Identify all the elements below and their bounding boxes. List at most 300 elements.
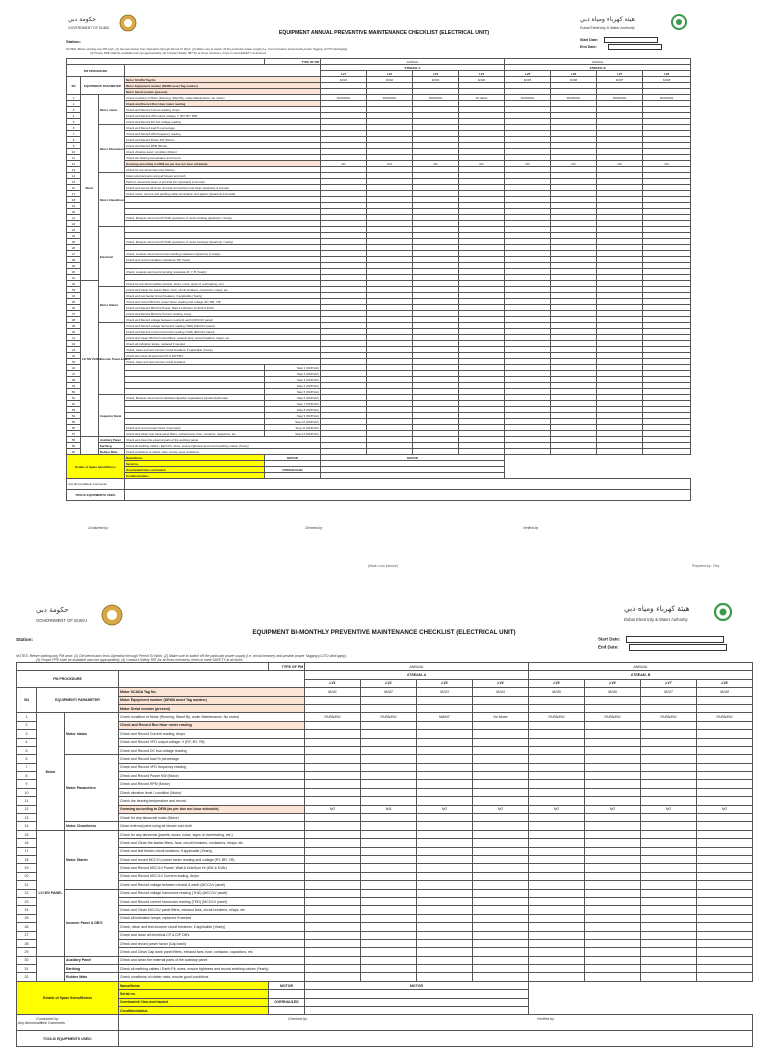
entry-cell[interactable] <box>585 847 641 855</box>
entry-cell[interactable] <box>585 763 641 771</box>
entry-cell[interactable] <box>529 881 585 889</box>
grease-value-cell[interactable]: N/A <box>361 805 417 813</box>
entry-cell[interactable] <box>529 696 585 704</box>
entry-cell[interactable] <box>641 704 697 712</box>
entry-cell[interactable] <box>529 872 585 880</box>
entry-cell[interactable] <box>585 956 641 964</box>
overhauled-value[interactable]: OVERHAULED <box>269 998 305 1006</box>
grease-value-cell[interactable]: NO <box>585 805 641 813</box>
entry-cell[interactable] <box>529 889 585 897</box>
status-value-cell[interactable]: RUNNING <box>413 95 459 101</box>
entry-cell[interactable] <box>641 814 697 822</box>
entry-cell[interactable] <box>585 914 641 922</box>
spare-name-value-1[interactable]: MOTOR <box>269 981 305 989</box>
entry-cell[interactable] <box>585 788 641 796</box>
entry-cell[interactable] <box>305 797 361 805</box>
entry-cell[interactable] <box>585 755 641 763</box>
status-value-cell[interactable]: No Motor <box>459 95 505 101</box>
entry-cell[interactable] <box>417 923 473 931</box>
entry-cell[interactable] <box>529 772 585 780</box>
grease-value-cell[interactable]: N/A <box>367 161 413 167</box>
entry-cell[interactable] <box>417 780 473 788</box>
entry-cell[interactable] <box>473 772 529 780</box>
entry-cell[interactable] <box>697 864 753 872</box>
entry-cell[interactable] <box>417 939 473 947</box>
spare-name-value-2[interactable]: MOTOR <box>305 981 529 989</box>
entry-cell[interactable] <box>529 864 585 872</box>
entry-cell[interactable] <box>473 906 529 914</box>
entry-cell[interactable] <box>697 956 753 964</box>
entry-cell[interactable] <box>305 881 361 889</box>
entry-cell[interactable] <box>697 704 753 712</box>
entry-cell[interactable] <box>305 990 529 998</box>
entry-cell[interactable] <box>473 956 529 964</box>
entry-cell[interactable] <box>585 864 641 872</box>
entry-cell[interactable] <box>305 897 361 905</box>
entry-cell[interactable] <box>473 855 529 863</box>
start-date-field[interactable]: Start Date: <box>598 636 724 643</box>
grease-value-cell[interactable]: NO <box>413 161 459 167</box>
entry-cell[interactable] <box>305 738 361 746</box>
entry-cell[interactable] <box>361 881 417 889</box>
entry-cell[interactable] <box>417 847 473 855</box>
entry-cell[interactable] <box>305 763 361 771</box>
status-value-cell[interactable]: RUNNING <box>529 713 585 721</box>
end-date-input[interactable] <box>629 644 727 651</box>
entry-cell[interactable] <box>361 797 417 805</box>
entry-cell[interactable] <box>641 906 697 914</box>
entry-cell[interactable] <box>697 814 753 822</box>
grease-value-cell[interactable]: NO <box>505 161 551 167</box>
entry-cell[interactable] <box>361 704 417 712</box>
comments-field[interactable] <box>125 479 691 490</box>
entry-cell[interactable] <box>697 931 753 939</box>
entry-cell[interactable] <box>361 956 417 964</box>
entry-cell[interactable] <box>697 897 753 905</box>
entry-cell[interactable] <box>697 788 753 796</box>
end-date-input[interactable] <box>608 44 662 50</box>
entry-cell[interactable] <box>585 906 641 914</box>
entry-cell[interactable] <box>361 780 417 788</box>
entry-cell[interactable] <box>473 755 529 763</box>
entry-cell[interactable] <box>305 1007 529 1015</box>
entry-cell[interactable] <box>305 855 361 863</box>
entry-cell[interactable] <box>529 948 585 956</box>
spare-name-value-1[interactable]: MOTOR <box>265 455 321 461</box>
entry-cell[interactable] <box>361 965 417 973</box>
grease-value-cell[interactable]: NO <box>641 805 697 813</box>
entry-cell[interactable] <box>417 822 473 830</box>
entry-cell[interactable] <box>473 738 529 746</box>
entry-cell[interactable] <box>417 730 473 738</box>
entry-cell[interactable] <box>305 864 361 872</box>
entry-cell[interactable] <box>305 704 361 712</box>
entry-cell[interactable] <box>697 973 753 981</box>
entry-cell[interactable] <box>529 763 585 771</box>
entry-cell[interactable] <box>473 839 529 847</box>
entry-cell[interactable] <box>697 746 753 754</box>
entry-cell[interactable] <box>641 881 697 889</box>
entry-cell[interactable] <box>641 939 697 947</box>
entry-cell[interactable] <box>305 746 361 754</box>
entry-cell[interactable] <box>305 721 361 729</box>
entry-cell[interactable] <box>641 839 697 847</box>
entry-cell[interactable] <box>585 696 641 704</box>
entry-cell[interactable] <box>585 830 641 838</box>
start-date-input[interactable] <box>626 636 724 643</box>
entry-cell[interactable] <box>697 872 753 880</box>
entry-cell[interactable] <box>697 914 753 922</box>
entry-cell[interactable] <box>361 939 417 947</box>
grease-value-cell[interactable]: NO <box>697 805 753 813</box>
end-date-field[interactable]: End Date: <box>598 644 727 651</box>
entry-cell[interactable] <box>361 889 417 897</box>
grease-value-cell[interactable]: NO <box>473 805 529 813</box>
grease-value-cell[interactable]: NO <box>643 161 691 167</box>
grease-value-cell[interactable]: NO <box>459 161 505 167</box>
entry-cell[interactable] <box>305 755 361 763</box>
entry-cell[interactable] <box>641 965 697 973</box>
entry-cell[interactable] <box>641 763 697 771</box>
status-value-cell[interactable]: RUNNING <box>551 95 597 101</box>
entry-cell[interactable] <box>305 772 361 780</box>
entry-cell[interactable] <box>585 721 641 729</box>
tools-field[interactable] <box>119 1031 753 1047</box>
entry-cell[interactable] <box>529 830 585 838</box>
entry-cell[interactable] <box>641 948 697 956</box>
status-value-cell[interactable]: MAINT <box>417 713 473 721</box>
entry-cell[interactable] <box>697 830 753 838</box>
entry-cell[interactable] <box>473 939 529 947</box>
entry-cell[interactable] <box>269 1007 305 1015</box>
entry-cell[interactable] <box>697 780 753 788</box>
entry-cell[interactable] <box>641 738 697 746</box>
status-value-cell[interactable]: RUNNING <box>585 713 641 721</box>
entry-cell[interactable] <box>361 897 417 905</box>
entry-cell[interactable] <box>417 872 473 880</box>
entry-cell[interactable] <box>305 696 361 704</box>
entry-cell[interactable] <box>417 965 473 973</box>
entry-cell[interactable] <box>473 923 529 931</box>
overhauled-value[interactable]: OVERHAULED <box>265 467 321 473</box>
entry-cell[interactable] <box>417 889 473 897</box>
entry-cell[interactable] <box>529 788 585 796</box>
entry-cell[interactable] <box>473 897 529 905</box>
entry-cell[interactable] <box>417 772 473 780</box>
entry-cell[interactable] <box>417 721 473 729</box>
entry-cell[interactable] <box>417 839 473 847</box>
entry-cell[interactable] <box>361 973 417 981</box>
entry-cell[interactable] <box>473 704 529 712</box>
entry-cell[interactable] <box>417 931 473 939</box>
entry-cell[interactable] <box>641 923 697 931</box>
entry-cell[interactable] <box>529 721 585 729</box>
entry-cell[interactable] <box>585 772 641 780</box>
entry-cell[interactable] <box>473 914 529 922</box>
entry-cell[interactable] <box>529 965 585 973</box>
entry-cell[interactable] <box>585 973 641 981</box>
status-value-cell[interactable]: RUNNING <box>697 713 753 721</box>
entry-cell[interactable] <box>697 839 753 847</box>
status-value-cell[interactable]: RUNNING <box>643 95 691 101</box>
entry-cell[interactable] <box>585 746 641 754</box>
tools-field[interactable] <box>125 490 691 501</box>
entry-cell[interactable] <box>305 730 361 738</box>
entry-cell[interactable] <box>305 872 361 880</box>
entry-cell[interactable] <box>417 914 473 922</box>
entry-cell[interactable] <box>305 889 361 897</box>
entry-cell[interactable] <box>529 814 585 822</box>
entry-cell[interactable] <box>697 696 753 704</box>
entry-cell[interactable] <box>361 738 417 746</box>
entry-cell[interactable] <box>305 822 361 830</box>
entry-cell[interactable] <box>417 696 473 704</box>
entry-cell[interactable] <box>585 889 641 897</box>
entry-cell[interactable] <box>417 797 473 805</box>
entry-cell[interactable] <box>305 788 361 796</box>
entry-cell[interactable] <box>361 906 417 914</box>
entry-cell[interactable] <box>361 872 417 880</box>
entry-cell[interactable] <box>305 830 361 838</box>
entry-cell[interactable] <box>473 746 529 754</box>
entry-cell[interactable] <box>361 923 417 931</box>
status-value-cell[interactable]: RUNNING <box>361 713 417 721</box>
entry-cell[interactable] <box>697 797 753 805</box>
entry-cell[interactable] <box>641 830 697 838</box>
entry-cell[interactable] <box>585 780 641 788</box>
entry-cell[interactable] <box>529 939 585 947</box>
entry-cell[interactable] <box>641 797 697 805</box>
entry-cell[interactable] <box>641 721 697 729</box>
entry-cell[interactable] <box>361 847 417 855</box>
entry-cell[interactable] <box>417 788 473 796</box>
entry-cell[interactable] <box>529 755 585 763</box>
entry-cell[interactable] <box>361 755 417 763</box>
entry-cell[interactable] <box>361 855 417 863</box>
entry-cell[interactable] <box>361 772 417 780</box>
grease-value-cell[interactable]: NO <box>305 805 361 813</box>
entry-cell[interactable] <box>697 763 753 771</box>
entry-cell[interactable] <box>361 948 417 956</box>
entry-cell[interactable] <box>361 763 417 771</box>
entry-cell[interactable] <box>417 864 473 872</box>
entry-cell[interactable] <box>473 814 529 822</box>
entry-cell[interactable] <box>697 889 753 897</box>
entry-cell[interactable] <box>417 906 473 914</box>
entry-cell[interactable] <box>585 855 641 863</box>
entry-cell[interactable] <box>585 965 641 973</box>
status-value-cell[interactable]: RUNNING <box>505 95 551 101</box>
start-date-input[interactable] <box>604 37 658 43</box>
entry-cell[interactable] <box>417 830 473 838</box>
grease-value-cell[interactable]: NO <box>597 161 643 167</box>
entry-cell[interactable] <box>305 839 361 847</box>
entry-cell[interactable] <box>417 704 473 712</box>
entry-cell[interactable] <box>697 738 753 746</box>
entry-cell[interactable] <box>529 931 585 939</box>
entry-cell[interactable] <box>529 847 585 855</box>
grease-value-cell[interactable]: NO <box>321 161 367 167</box>
status-value-cell[interactable]: RUNNING <box>321 95 367 101</box>
entry-cell[interactable] <box>641 973 697 981</box>
entry-cell[interactable] <box>473 780 529 788</box>
entry-cell[interactable] <box>361 830 417 838</box>
entry-cell[interactable] <box>641 730 697 738</box>
entry-cell[interactable] <box>641 956 697 964</box>
comments-field[interactable] <box>119 1015 753 1031</box>
entry-cell[interactable] <box>697 822 753 830</box>
entry-cell[interactable] <box>585 730 641 738</box>
entry-cell[interactable] <box>697 730 753 738</box>
entry-cell[interactable] <box>305 998 529 1006</box>
entry-cell[interactable] <box>361 730 417 738</box>
entry-cell[interactable] <box>529 973 585 981</box>
entry-cell[interactable] <box>641 772 697 780</box>
entry-cell[interactable] <box>361 839 417 847</box>
entry-cell[interactable] <box>529 956 585 964</box>
entry-cell[interactable] <box>305 923 361 931</box>
entry-cell[interactable] <box>305 973 361 981</box>
status-value-cell[interactable]: RUNNING <box>597 95 643 101</box>
entry-cell[interactable] <box>473 788 529 796</box>
entry-cell[interactable] <box>585 872 641 880</box>
entry-cell[interactable] <box>529 822 585 830</box>
entry-cell[interactable] <box>529 839 585 847</box>
entry-cell[interactable] <box>697 855 753 863</box>
entry-cell[interactable] <box>641 847 697 855</box>
entry-cell[interactable] <box>417 973 473 981</box>
entry-cell[interactable] <box>417 814 473 822</box>
entry-cell[interactable] <box>641 780 697 788</box>
entry-cell[interactable] <box>361 746 417 754</box>
entry-cell[interactable] <box>417 948 473 956</box>
entry-cell[interactable] <box>473 872 529 880</box>
entry-cell[interactable] <box>305 814 361 822</box>
entry-cell[interactable] <box>473 847 529 855</box>
entry-cell[interactable] <box>585 881 641 889</box>
entry-cell[interactable] <box>641 755 697 763</box>
entry-cell[interactable] <box>529 780 585 788</box>
grease-value-cell[interactable]: NO <box>529 805 585 813</box>
entry-cell[interactable] <box>641 931 697 939</box>
entry-cell[interactable] <box>361 788 417 796</box>
entry-cell[interactable] <box>361 814 417 822</box>
entry-cell[interactable] <box>473 864 529 872</box>
entry-cell[interactable] <box>697 923 753 931</box>
entry-cell[interactable] <box>697 939 753 947</box>
entry-cell[interactable] <box>417 763 473 771</box>
entry-cell[interactable] <box>529 730 585 738</box>
entry-cell[interactable] <box>305 906 361 914</box>
entry-cell[interactable] <box>529 738 585 746</box>
entry-cell[interactable] <box>473 763 529 771</box>
entry-cell[interactable] <box>305 931 361 939</box>
entry-cell[interactable] <box>697 965 753 973</box>
entry-cell[interactable] <box>529 797 585 805</box>
entry-cell[interactable] <box>361 931 417 939</box>
entry-cell[interactable] <box>585 939 641 947</box>
entry-cell[interactable] <box>305 948 361 956</box>
grease-value-cell[interactable]: NO <box>417 805 473 813</box>
entry-cell[interactable] <box>585 797 641 805</box>
entry-cell[interactable] <box>697 772 753 780</box>
entry-cell[interactable] <box>585 738 641 746</box>
entry-cell[interactable] <box>529 746 585 754</box>
entry-cell[interactable] <box>697 847 753 855</box>
grease-value-cell[interactable]: NO <box>551 161 597 167</box>
entry-cell[interactable] <box>473 931 529 939</box>
entry-cell[interactable] <box>641 822 697 830</box>
entry-cell[interactable] <box>473 730 529 738</box>
entry-cell[interactable] <box>641 914 697 922</box>
entry-cell[interactable] <box>585 948 641 956</box>
entry-cell[interactable] <box>697 906 753 914</box>
entry-cell[interactable] <box>697 948 753 956</box>
entry-cell[interactable] <box>417 755 473 763</box>
entry-cell[interactable] <box>585 822 641 830</box>
entry-cell[interactable] <box>473 797 529 805</box>
entry-cell[interactable] <box>585 897 641 905</box>
entry-cell[interactable] <box>529 855 585 863</box>
entry-cell[interactable] <box>641 788 697 796</box>
entry-cell[interactable] <box>529 897 585 905</box>
entry-cell[interactable] <box>697 755 753 763</box>
entry-cell[interactable] <box>417 881 473 889</box>
entry-cell[interactable] <box>361 822 417 830</box>
entry-cell[interactable] <box>361 864 417 872</box>
entry-cell[interactable] <box>305 956 361 964</box>
entry-cell[interactable] <box>641 696 697 704</box>
entry-cell[interactable] <box>473 889 529 897</box>
entry-cell[interactable] <box>305 847 361 855</box>
entry-cell[interactable] <box>585 704 641 712</box>
entry-cell[interactable] <box>305 939 361 947</box>
status-value-cell[interactable]: RUNNING <box>367 95 413 101</box>
entry-cell[interactable] <box>529 906 585 914</box>
entry-cell[interactable] <box>473 973 529 981</box>
entry-cell[interactable] <box>585 839 641 847</box>
entry-cell[interactable] <box>641 855 697 863</box>
entry-cell[interactable] <box>473 881 529 889</box>
entry-cell[interactable] <box>585 814 641 822</box>
entry-cell[interactable] <box>697 721 753 729</box>
entry-cell[interactable] <box>417 738 473 746</box>
entry-cell[interactable] <box>641 864 697 872</box>
entry-cell[interactable] <box>529 923 585 931</box>
status-value-cell[interactable]: RUNNING <box>305 713 361 721</box>
spare-name-value-2[interactable]: MOTOR <box>321 455 505 461</box>
entry-cell[interactable] <box>473 721 529 729</box>
entry-cell[interactable] <box>529 704 585 712</box>
entry-cell[interactable] <box>305 965 361 973</box>
status-value-cell[interactable]: No Motor <box>473 713 529 721</box>
entry-cell[interactable] <box>417 855 473 863</box>
entry-cell[interactable] <box>473 830 529 838</box>
entry-cell[interactable] <box>641 897 697 905</box>
entry-cell[interactable] <box>473 948 529 956</box>
entry-cell[interactable] <box>417 746 473 754</box>
entry-cell[interactable] <box>305 914 361 922</box>
start-date-field[interactable]: Start Date: <box>580 37 658 43</box>
entry-cell[interactable] <box>361 696 417 704</box>
entry-cell[interactable] <box>697 881 753 889</box>
entry-cell[interactable] <box>585 931 641 939</box>
entry-cell[interactable] <box>473 822 529 830</box>
entry-cell[interactable] <box>417 897 473 905</box>
end-date-field[interactable]: End Date: <box>580 44 662 50</box>
entry-cell[interactable] <box>305 780 361 788</box>
status-value-cell[interactable]: RUNNING <box>641 713 697 721</box>
